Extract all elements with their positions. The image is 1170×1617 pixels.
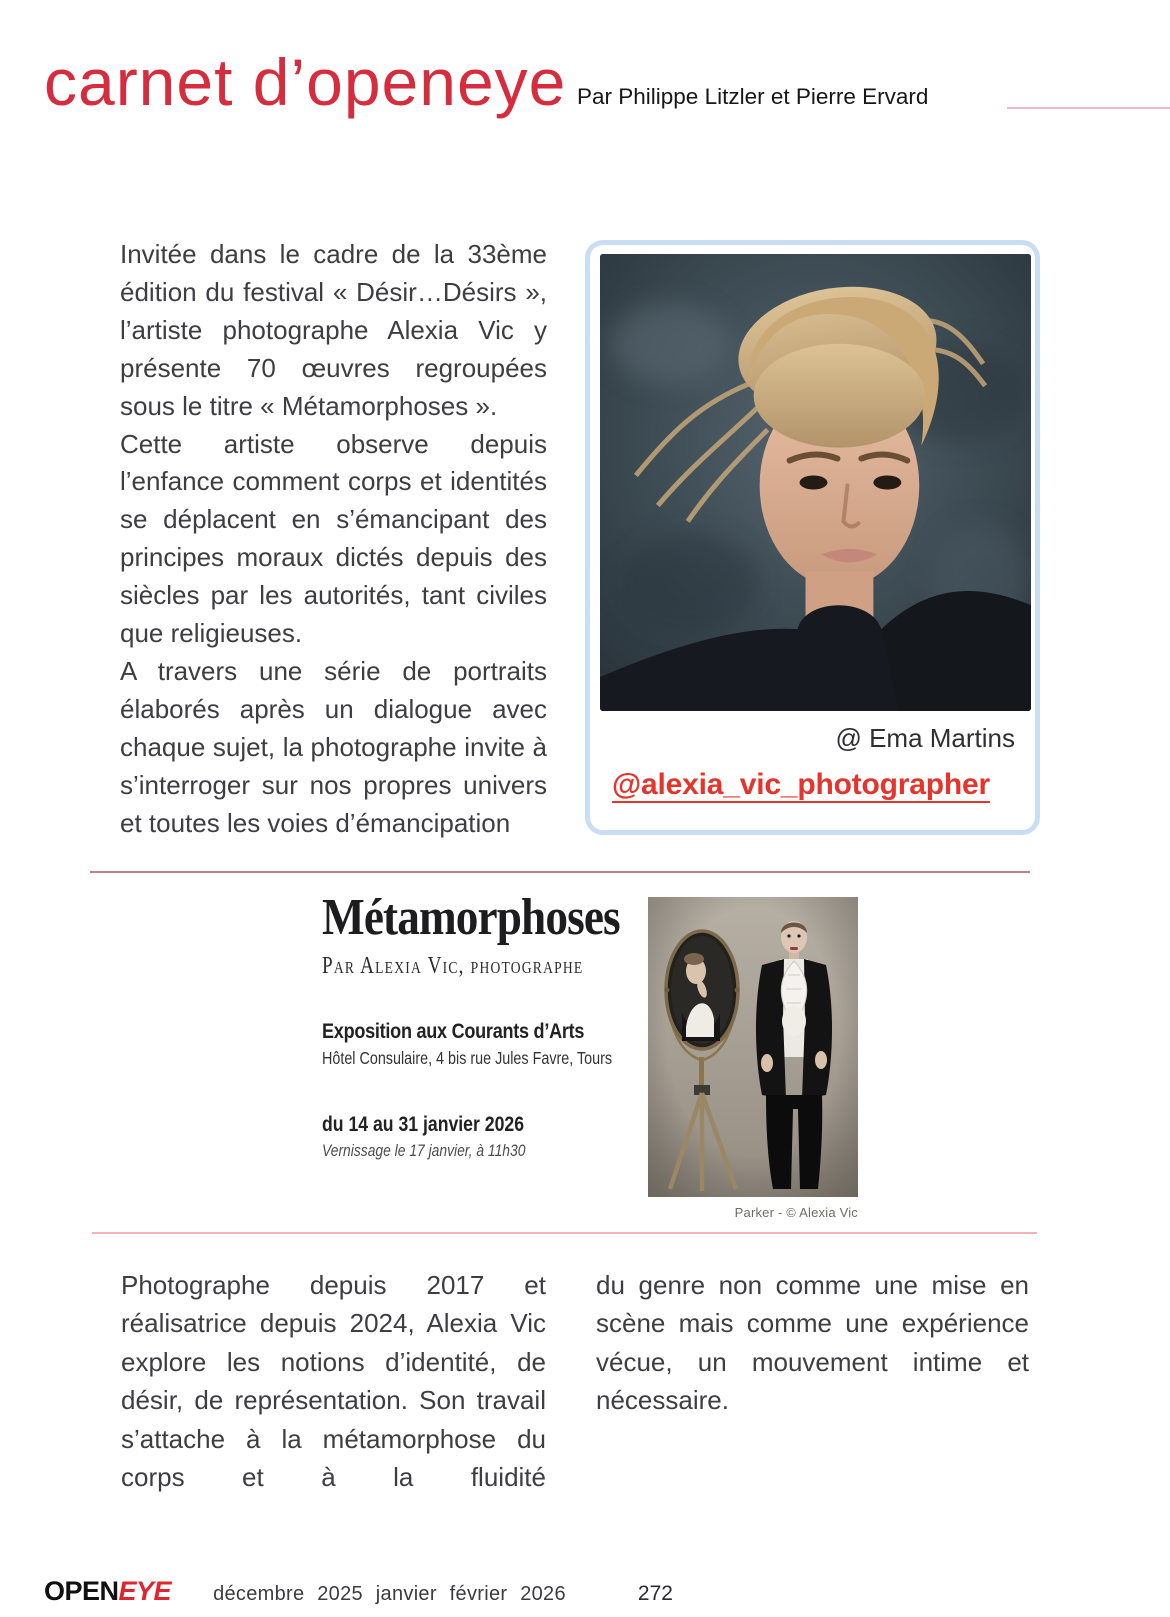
intro-paragraph: Invitée dans le cadre de la 33ème édition du festival « Désir…Désirs », l’artiste photographe Alexia Vic y présente 70 œuvres regroupées sous le titre « Métamorphoses ». <box>120 239 547 421</box>
photo-credit: @ Ema Martins <box>835 723 1015 753</box>
section-divider <box>90 871 1030 873</box>
poster-vernissage: Vernissage le 17 janvier, à 11h30 <box>322 1142 526 1160</box>
poster-image-caption: Parker - © Alexia Vic <box>734 1205 858 1220</box>
intro-paragraph: Cette artiste observe depuis l’enfance comment corps et identités se déplacent en s’émancipant des principes moraux dictés depuis des siècles par les autorités, tant civiles que religieuses. <box>120 428 547 649</box>
issue-date: décembre 2025 janvier février 2026 <box>213 1583 566 1605</box>
header-rule <box>1007 107 1170 109</box>
page-footer <box>44 1576 1124 1607</box>
poster-text <box>322 888 662 1161</box>
logo-open: OPEN <box>44 1576 119 1606</box>
bio-column-left: Photographe depuis 2017 et réalisatrice depuis 2024, Alexia Vic explore les notions d’identité, de désir, de représentation. Son travail s’attache à la métamorphose du corps et à la fluidité <box>121 1270 546 1493</box>
page-title: carnet d’openeye <box>44 45 567 119</box>
instagram-link[interactable]: @alexia_vic_photographer <box>612 768 990 801</box>
portrait-photo <box>600 254 1031 711</box>
intro-paragraph: A travers une série de portraits élaborés après un dialogue avec chaque sujet, la photographe invite à s’interroger sur nos propres univers et toutes les voies d’émancipation <box>120 655 547 838</box>
poster-title: Métamorphoses <box>322 889 620 946</box>
logo-eye: EYE <box>118 1576 172 1606</box>
poster-venue: Exposition aux Courants d’Arts <box>322 1020 585 1043</box>
section-divider <box>92 1232 1037 1234</box>
poster-address: Hôtel Consulaire, 4 bis rue Jules Favre, Tours <box>322 1048 613 1068</box>
poster-image <box>648 897 858 1220</box>
poster-subtitle: Par Alexia Vic, photographe <box>322 953 584 979</box>
intro-text <box>120 236 547 843</box>
page-number: 272 <box>637 1582 673 1605</box>
bio-column-right: du genre non comme une mise en scène mais comme une expérience vécue, un mouvement intime et nécessaire. <box>596 1270 1029 1416</box>
magazine-logo <box>44 1576 171 1607</box>
byline: Par Philippe Litzler et Pierre Ervard <box>577 84 929 109</box>
poster-dates: du 14 au 31 janvier 2026 <box>322 1113 525 1136</box>
photo-card <box>585 240 1040 835</box>
